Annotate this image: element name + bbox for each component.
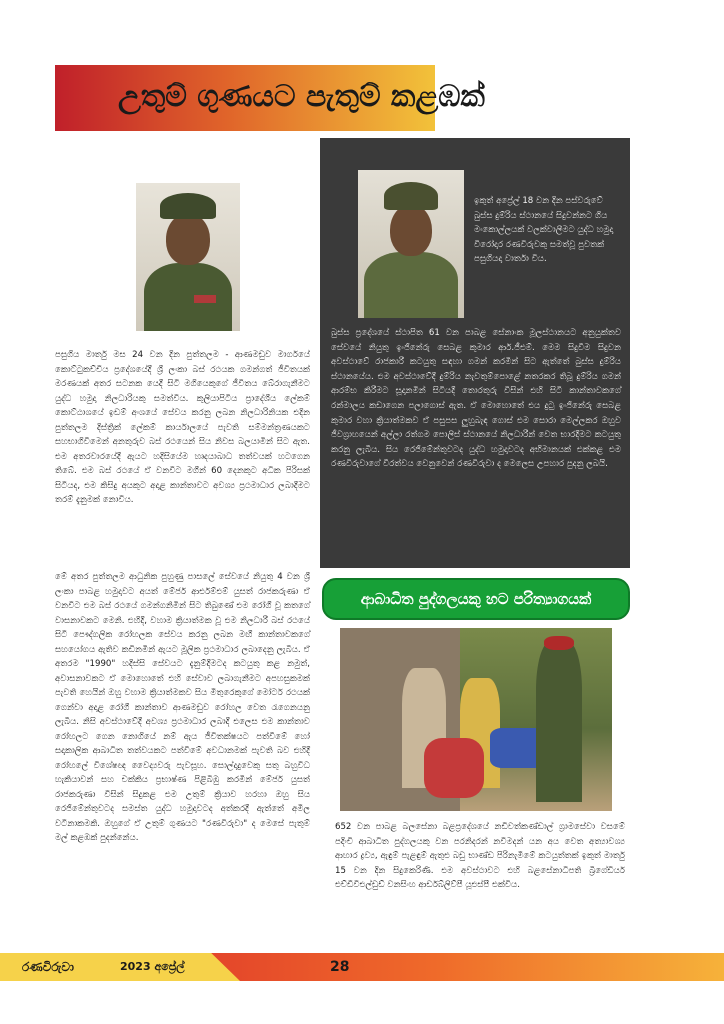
sidebar-body-text: බුස්ස ප්‍රදේශයේ ස්ථාපිත 61 වන පාබළ සේනාංක මූලස්ථානයට අනුයුක්තව සේවයේ නියුතු ඉංජිනේරු සෙබළ කුමාර ආර්.ජීඑම්. මෙම සිදුවීම සිදුවන අවස්ථාවේ රාජකාරී කටයුතු සඳහා ගමන් කරමින් සිට ඇත්තේ බුස්ස දුම්රිය ස්ථානයේය. එම අවස්ථාවේදී දුම්රිය නැවතුම්පොළේ නතරකර තිබූ දුම්රිය ගමන් ආරම්භ කිරීමට සූදානමින් සිටියදී තොරතුරු විසින් එහි සිටි කාන්තාවකගේ රන්මාලය කඩාගෙන පලාගොස් ඇත. ඒ මොහොතේ එය දුටු ඉංජිනේරු සෙබළ කුමාර වහා ක්‍රියාත්මකව ඒ පසුපස ලුහුබැඳ ගොස් එම සොරා මෙල්ලකර ඔහුව ජීවග්‍රාහයෙන් අල්ලා රත්ගම පොලිස් ස්ථානයේ නිලධාරීන් වෙත භාරදීමට කටයුතු කරනු ලැබීය. සිය රෙජිමේන්තුවටද යුද්ධ හමුදාවටද අභිමානයක් එක්කළ එම රණවිරුවාගේ වීරත්වය වෙනුවෙන් රණවිරුවා ද මෙලෙස උපහාර පුදනු ලබයි. <box>331 328 621 470</box>
article-paragraph-2: මේ අතර පුත්තලම ආධුනික පුහුණු පාසලේ සේවයේ නියුතු 4 වන ශ්‍රී ලංකා පාබළ හමුදාවට අයත් මේජර් ආර්එම්එම් යුසත් රාජකරුණා ඒ වනවිට එම බස් රථයේ ගමන්ගනිමින් සිට තිබුණේ එම රෝගී වූ කතගේ වාසනාවකට මෙනි. එහිදී, වහාම ක්‍රියාත්මක වූ එම නිලධාරී බස් රථයේ සිටි පෞද්ගලික රෝහලක සේවය කරනු ලබන මඟී කාන්තාවකගේ සහයෝගය ඇතිව කඩිනමින් ඇයට මූලික ප්‍රථමාධාර ලබාදෙනු ලැබීය. ඒ අතරම "1990" හදිස්සි සේවයට දැනුම්දීමටද කටයුතු කළ නමුත්, අවාසනාවකට ඒ මොහොතේ එහි සේවාව ලබාගැනීමට අපහසුකමක් පැවති හෙයින් ඔහු වහාම ක්‍රියාත්මකව සිය මිතුරෙකුගේ මෝටර් රථයක් ගෙන්වා අදාළ රෝගී කාන්තාව ආණමඩුව රෝහල වෙත රැගෙනයනු ලැබීය. නිසි අවස්ථාවේදී අවශ්‍ය ප්‍රථමාධාර ලබාදී එලෙස එම කාන්තාව රෝහලට ගෙන නොගියේ නම් ඇය ජීවිතක්ෂයට පත්වීමේ හෝ සදාකාලික ආබාධිත තත්වයකට පත්වීමේ අවධානමක් පැවති බව එහිදී රෝහලේ විශේෂඥ වෛද්‍යවරු පැවසූහ. සොල්දාදුවෙකු සතු බහුවිධ හැකියාවන් සහ චක්කිය ප්‍රභාෂ්ණ පිළිබිඹු කරමින් මේජර් යුසත් රාජකරුණා විසින් සිදුකළ එම උතුම් ක්‍රියාව හරහා ඔහු සිය රෙජිමේන්තුවටද සමස්ත යුද්ධ හමුදාවටද අත්කරදී ඇත්තේ අමිල වටිනාකමකි. ඔහුගේ ඒ උතුම් ගුණයට "රණවිරුවා" ද මෙසේ පැතුම් මල් කළඹක් පුදන්නේය. <box>55 572 310 843</box>
page-title: උතුම් ගුණයට පැතුම් කළඹක් <box>118 79 485 114</box>
donation-photo <box>340 628 612 811</box>
portrait-photo-engineer <box>358 170 464 318</box>
magazine-brand: රණවිරුවා <box>22 960 74 974</box>
sidebar-intro-text: ඉකුත් අප්‍රේල් 18 වන දින පස්වරුවේ බුස්ස දුම්රිය ස්ථානයේ සිදුවන්නට ගිය මංකොල්ලයක් වලක්වාලීමට යුද්ධ හමුදා විරෝදාර රණවිරුවකු සමත්වූ පුවතක් පසුගියදා වාර්තා විය. <box>474 196 614 264</box>
portrait-photo-major <box>136 183 240 331</box>
page-number: 28 <box>330 959 350 975</box>
issue-date: 2023 අප්‍රේල් <box>120 960 185 973</box>
photo-caption: 652 වන පාබළ බලසේනා බළප්‍රදේශයේ නඩිවත්කණ්ඩාල් ග්‍රාමසේවා වසමේ පදිංචි ආබාධිත පුද්ගලයකු වන පරනිදරන් නවිමදන් යන අය වෙත අත්‍යාවශ්‍ය ආහාර ද්‍රව්‍ය, ඇඳුම් පැළඳුම් ඇතුළු බඩු භාණ්ඩ පිරිනැමීමේ කටයුත්තක් ඉකුත් මාර්තු 15 වන දින සිදුකෙරිණි. එම අවස්ථාවට එහි බළසේනාධිපති බ්‍රිගේඩියර් එච්ඩීවිඑල්ඩුඩ් වනසිංහ ආර්ඩබ්ලිව්පී යූඑස්පී එක්විය. <box>335 822 625 890</box>
feature-heading: ආබාධිත පුද්ගලයකු හට පරිත්‍යාගයක් <box>360 590 592 608</box>
article-paragraph-1: පසුගිය මාර්තු මස 24 වන දින පුත්තලම - ආණමඩුව මාර්ගයේ කොට්ටුකච්චිය ප්‍රදේශයේදී ශ්‍රී ලංකා බස් රථයක ගමන්ගත් ජීවිතයක් මරණයක් අතර සටනක යෙදී සිටි මගියෙකුගේ ජීවිතය බේරාගැනීමට යුද්ධ හමුදා නිලධාරියකු සමත්විය. කුලියාපිටිය ප්‍රාදේශීය ලේකම් කොට්ඨාශයේ ඉඩම් අංශයේ සේවය කරනු ලබන නිලධාරිනියක එදින පුත්තලම දිස්ත්‍රික් ලේකම් කාර්යාලයේ පැවති සම්මන්ත්‍රණයකට සහභාගිවීමෙන් අනතුරුව බස් රථයෙන් සිය නිවස බලයාමින් සිට ඇත. එම අතරවාරයේදී ඇයට හදිසියේම හෘදයාබාධ තත්වයක් හටගෙන තිබේ. එම බස් රථයේ ඒ වනවිට මගීන් 60 දෙනකුට අධික පිරිසක් සිටියද, එම කිසිදු අයකුට අදාළ කාන්තාවට අවශ්‍ය ප්‍රථමාධාර ලබාදීමට තරම් දැනුමක් නොවිය. <box>55 350 310 505</box>
